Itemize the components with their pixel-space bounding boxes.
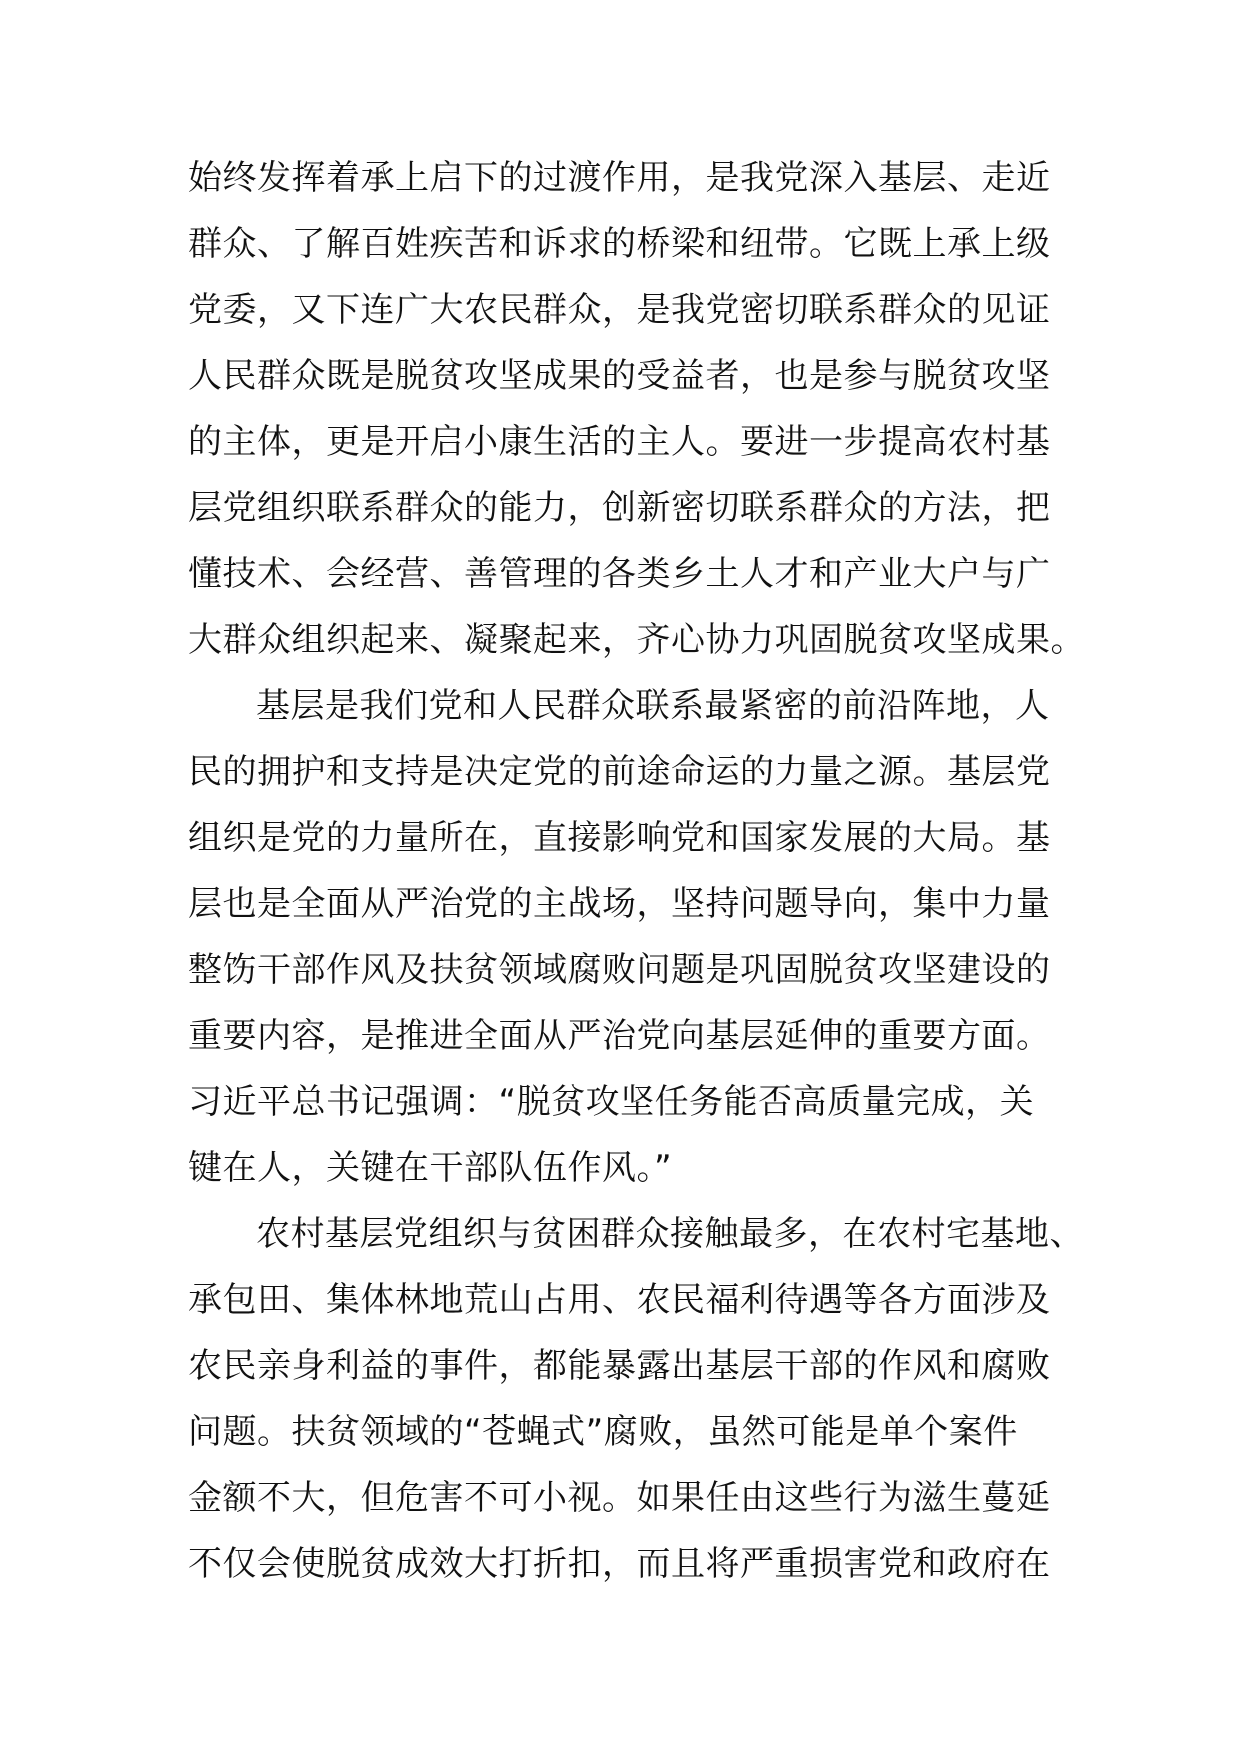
paragraph-start-line: 基层是我们党和人民群众联系最紧密的前沿阵地，人 xyxy=(256,686,1050,726)
text-line: 问题。扶贫领域的“苍蝇式”腐败，虽然可能是单个案件 xyxy=(188,1412,1018,1452)
text-line: 群众、了解百姓疾苦和诉求的桥梁和纽带。它既上承上级 xyxy=(188,224,1051,264)
text-line: 民的拥护和支持是决定党的前途命运的力量之源。基层党 xyxy=(188,752,1051,792)
text-line: 整饬干部作风及扶贫领域腐败问题是巩固脱贫攻坚建设的 xyxy=(188,950,1051,990)
text-line: 层党组织联系群众的能力，创新密切联系群众的方法，把 xyxy=(188,488,1051,528)
text-line: 层也是全面从严治党的主战场，坚持问题导向，集中力量 xyxy=(188,884,1051,924)
text-line: 农民亲身利益的事件，都能暴露出基层干部的作风和腐败 xyxy=(188,1346,1051,1386)
text-line: 不仅会使脱贫成效大打折扣，而且将严重损害党和政府在 xyxy=(188,1544,1051,1584)
text-line: 大群众组织起来、凝聚起来，齐心协力巩固脱贫攻坚成果。 xyxy=(188,620,1085,660)
text-line: 的主体，更是开启小康生活的主人。要进一步提高农村基 xyxy=(188,422,1051,462)
text-line: 懂技术、会经营、善管理的各类乡土人才和产业大户与广 xyxy=(188,554,1051,594)
body-text xyxy=(188,145,1088,1597)
text-line: 组织是党的力量所在，直接影响党和国家发展的大局。基 xyxy=(188,818,1051,858)
text-line: 始终发挥着承上启下的过渡作用，是我党深入基层、走近 xyxy=(188,158,1051,198)
text-line: 习近平总书记强调：“脱贫攻坚任务能否高质量完成，关 xyxy=(188,1082,1035,1122)
text-line: 键在人，关键在干部队伍作风。” xyxy=(188,1148,673,1188)
text-line: 承包田、集体林地荒山占用、农民福利待遇等各方面涉及 xyxy=(188,1280,1051,1320)
text-line: 人民群众既是脱贫攻坚成果的受益者，也是参与脱贫攻坚 xyxy=(188,356,1051,396)
text-line: 重要内容，是推进全面从严治党向基层延伸的重要方面。 xyxy=(188,1016,1051,1056)
text-line: 党委，又下连广大农民群众，是我党密切联系群众的见证 xyxy=(188,290,1051,330)
text-line: 金额不大，但危害不可小视。如果任由这些行为滋生蔓延 xyxy=(188,1478,1051,1518)
paragraph-start-line: 农村基层党组织与贫困群众接触最多，在农村宅基地、 xyxy=(256,1214,1084,1254)
